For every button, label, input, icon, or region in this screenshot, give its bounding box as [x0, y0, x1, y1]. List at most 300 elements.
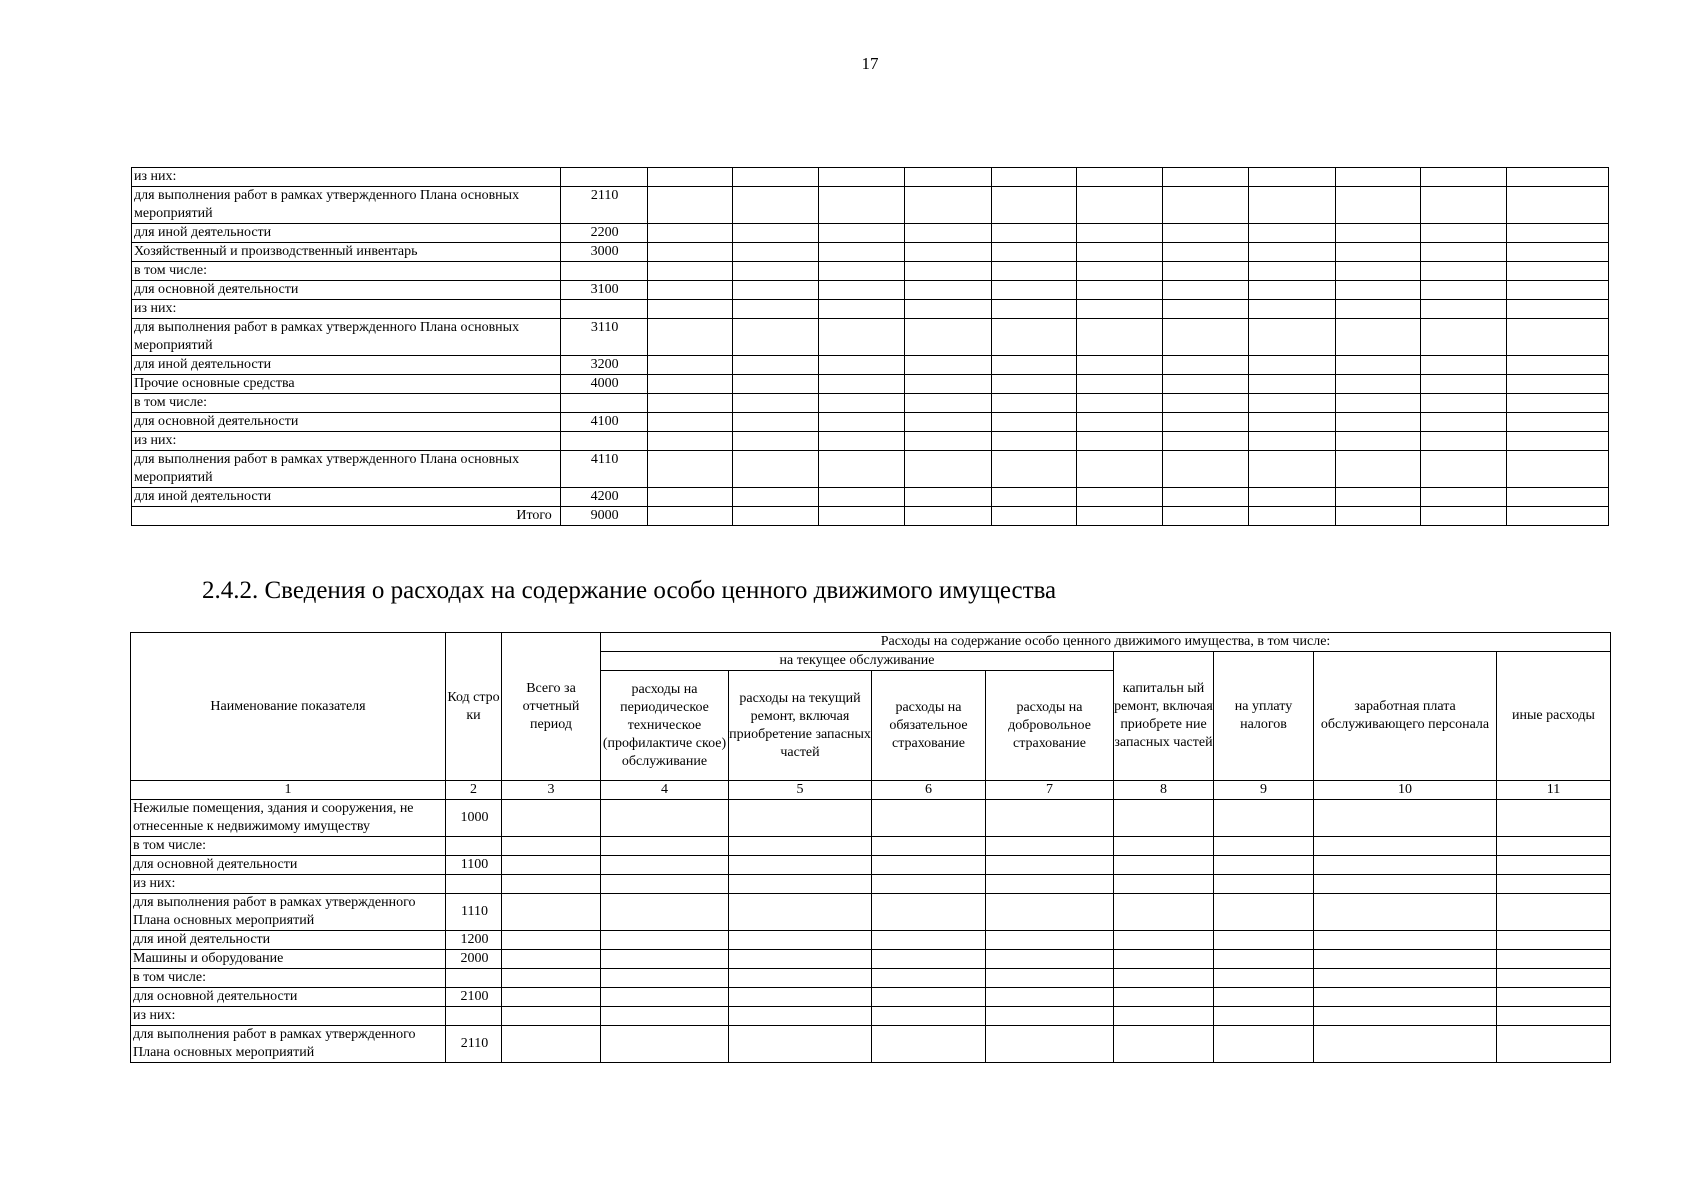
table-row — [131, 837, 1611, 856]
data-cell — [991, 281, 1077, 300]
row-code — [446, 1007, 502, 1026]
data-cell — [819, 300, 905, 319]
data-cell — [733, 451, 819, 488]
data-cell — [904, 187, 991, 224]
data-cell — [1077, 243, 1163, 262]
row-label: из них: — [132, 300, 561, 319]
row-code — [560, 394, 647, 413]
table-row — [131, 1026, 1611, 1063]
data-cell — [1077, 413, 1163, 432]
data-cell — [1421, 356, 1507, 375]
data-cell — [1507, 187, 1609, 224]
data-cell — [502, 800, 601, 837]
data-cell — [1214, 894, 1314, 931]
data-cell — [1114, 875, 1214, 894]
header-c10: заработная плата обслуживающего персонала — [1314, 652, 1497, 781]
data-cell — [872, 1007, 986, 1026]
row-code: 2200 — [560, 224, 647, 243]
row-code: 1200 — [446, 931, 502, 950]
data-cell — [819, 243, 905, 262]
table-row — [131, 800, 1611, 837]
data-cell — [1163, 262, 1249, 281]
table-row — [131, 1007, 1611, 1026]
data-cell — [819, 224, 905, 243]
header-current: на текущее обслуживание — [601, 652, 1114, 671]
data-cell — [647, 507, 733, 526]
data-cell — [647, 168, 733, 187]
data-cell — [986, 931, 1114, 950]
data-cell — [1163, 432, 1249, 451]
data-cell — [1163, 375, 1249, 394]
data-cell — [1497, 856, 1611, 875]
data-cell — [647, 262, 733, 281]
data-cell — [1421, 168, 1507, 187]
data-cell — [872, 1026, 986, 1063]
row-label: для иной деятельности — [131, 931, 446, 950]
data-cell — [872, 988, 986, 1007]
data-cell — [986, 1026, 1114, 1063]
data-cell — [1248, 319, 1335, 356]
page-number: 17 — [861, 54, 879, 73]
data-cell — [991, 224, 1077, 243]
data-cell — [904, 507, 991, 526]
data-cell — [904, 413, 991, 432]
data-cell — [1507, 262, 1609, 281]
data-cell — [1314, 1026, 1497, 1063]
row-code: 3200 — [560, 356, 647, 375]
data-cell — [872, 950, 986, 969]
table-row — [132, 187, 1609, 224]
row-label: для иной деятельности — [132, 224, 561, 243]
data-cell — [1163, 507, 1249, 526]
row-label: из них: — [132, 432, 561, 451]
row-code — [560, 168, 647, 187]
data-cell — [991, 187, 1077, 224]
data-cell — [1077, 375, 1163, 394]
data-cell — [1497, 950, 1611, 969]
row-code: 1110 — [446, 894, 502, 931]
data-cell — [1421, 488, 1507, 507]
data-cell — [1507, 451, 1609, 488]
data-cell — [1248, 281, 1335, 300]
data-cell — [647, 281, 733, 300]
data-cell — [1335, 300, 1421, 319]
data-cell — [872, 931, 986, 950]
header-total: Всего за отчетный период — [502, 633, 601, 781]
data-cell — [1507, 375, 1609, 394]
data-cell — [1421, 394, 1507, 413]
data-cell — [904, 262, 991, 281]
data-cell — [991, 168, 1077, 187]
data-cell — [1214, 1026, 1314, 1063]
table-row — [131, 856, 1611, 875]
data-cell — [1248, 168, 1335, 187]
column-number: 1 — [131, 781, 446, 800]
data-cell — [1163, 187, 1249, 224]
header-name: Наименование показателя — [131, 633, 446, 781]
data-cell — [729, 800, 872, 837]
data-cell — [819, 432, 905, 451]
row-code: 3110 — [560, 319, 647, 356]
row-code: 1000 — [446, 800, 502, 837]
data-cell — [733, 300, 819, 319]
data-cell — [647, 187, 733, 224]
table-row — [132, 413, 1609, 432]
data-cell — [1507, 243, 1609, 262]
data-cell — [1114, 800, 1214, 837]
data-cell — [1507, 413, 1609, 432]
data-cell — [647, 451, 733, 488]
data-cell — [502, 931, 601, 950]
data-cell — [1163, 300, 1249, 319]
data-cell — [601, 988, 729, 1007]
row-code: 4200 — [560, 488, 647, 507]
data-cell — [1214, 875, 1314, 894]
data-cell — [819, 413, 905, 432]
column-number: 7 — [986, 781, 1114, 800]
data-cell — [1114, 894, 1214, 931]
data-cell — [733, 413, 819, 432]
data-cell — [502, 837, 601, 856]
data-cell — [904, 356, 991, 375]
column-number: 4 — [601, 781, 729, 800]
data-cell — [1214, 931, 1314, 950]
table-row — [131, 894, 1611, 931]
data-cell — [1507, 356, 1609, 375]
data-cell — [872, 875, 986, 894]
data-cell — [1421, 451, 1507, 488]
data-cell — [1335, 262, 1421, 281]
data-cell — [986, 856, 1114, 875]
row-code — [446, 837, 502, 856]
row-code — [560, 300, 647, 319]
table-row — [131, 988, 1611, 1007]
data-cell — [904, 394, 991, 413]
data-cell — [1248, 451, 1335, 488]
data-cell — [1077, 262, 1163, 281]
data-cell — [1314, 1007, 1497, 1026]
total-label: Итого — [132, 507, 561, 526]
column-number: 8 — [1114, 781, 1214, 800]
data-cell — [904, 243, 991, 262]
header-c7: расходы на добровольное страхование — [986, 671, 1114, 781]
data-cell — [1077, 300, 1163, 319]
table-row — [132, 488, 1609, 507]
data-cell — [991, 507, 1077, 526]
data-cell — [729, 988, 872, 1007]
data-cell — [819, 319, 905, 356]
row-code: 4100 — [560, 413, 647, 432]
data-cell — [1335, 356, 1421, 375]
row-code: 3000 — [560, 243, 647, 262]
data-cell — [1077, 451, 1163, 488]
data-cell — [904, 168, 991, 187]
data-cell — [1497, 931, 1611, 950]
column-number: 6 — [872, 781, 986, 800]
table-row — [131, 931, 1611, 950]
data-cell — [729, 875, 872, 894]
row-label: для основной деятельности — [132, 413, 561, 432]
data-cell — [729, 1026, 872, 1063]
data-cell — [1214, 988, 1314, 1007]
data-cell — [601, 969, 729, 988]
row-label: для основной деятельности — [132, 281, 561, 300]
table-row — [132, 394, 1609, 413]
column-number: 3 — [502, 781, 601, 800]
data-cell — [986, 837, 1114, 856]
data-cell — [1335, 451, 1421, 488]
data-cell — [729, 894, 872, 931]
data-cell — [991, 432, 1077, 451]
data-cell — [502, 988, 601, 1007]
data-cell — [729, 1007, 872, 1026]
data-cell — [1335, 243, 1421, 262]
table-row — [132, 281, 1609, 300]
data-cell — [733, 281, 819, 300]
header-c6: расходы на обязательное страхование — [872, 671, 986, 781]
row-label: из них: — [131, 1007, 446, 1026]
data-cell — [647, 243, 733, 262]
table-row — [132, 262, 1609, 281]
row-label: для иной деятельности — [132, 356, 561, 375]
data-cell — [601, 1026, 729, 1063]
table-row — [132, 432, 1609, 451]
data-cell — [991, 356, 1077, 375]
row-code: 1100 — [446, 856, 502, 875]
row-label: для выполнения работ в рамках утвержденного Плана основных мероприятий — [132, 319, 561, 356]
data-cell — [647, 488, 733, 507]
data-cell — [1421, 243, 1507, 262]
data-cell — [1497, 894, 1611, 931]
data-cell — [647, 413, 733, 432]
data-cell — [904, 451, 991, 488]
data-cell — [1421, 187, 1507, 224]
data-cell — [1163, 168, 1249, 187]
data-cell — [1214, 800, 1314, 837]
data-cell — [1335, 281, 1421, 300]
data-cell — [986, 875, 1114, 894]
row-label: в том числе: — [132, 262, 561, 281]
data-cell — [601, 950, 729, 969]
data-cell — [991, 394, 1077, 413]
column-number: 11 — [1497, 781, 1611, 800]
data-cell — [1314, 856, 1497, 875]
header-code: Код стро ки — [446, 633, 502, 781]
data-cell — [1507, 224, 1609, 243]
data-cell — [1077, 319, 1163, 356]
data-cell — [1163, 451, 1249, 488]
data-cell — [647, 319, 733, 356]
data-cell — [729, 856, 872, 875]
data-cell — [1314, 875, 1497, 894]
data-cell — [904, 224, 991, 243]
data-cell — [872, 969, 986, 988]
data-cell — [1335, 488, 1421, 507]
table-row — [132, 319, 1609, 356]
data-cell — [502, 969, 601, 988]
data-cell — [1114, 969, 1214, 988]
row-label: в том числе: — [132, 394, 561, 413]
data-cell — [986, 894, 1114, 931]
data-cell — [1077, 394, 1163, 413]
data-cell — [1497, 969, 1611, 988]
data-cell — [601, 837, 729, 856]
data-cell — [601, 1007, 729, 1026]
row-code: 4110 — [560, 451, 647, 488]
data-cell — [1077, 488, 1163, 507]
header-c4: расходы на периодическое техническое (профилактиче ское) обслуживание — [601, 671, 729, 781]
row-label: в том числе: — [131, 837, 446, 856]
data-cell — [991, 488, 1077, 507]
data-cell — [729, 969, 872, 988]
data-cell — [1163, 224, 1249, 243]
row-code: 3100 — [560, 281, 647, 300]
data-cell — [502, 1026, 601, 1063]
row-label: Хозяйственный и производственный инвентарь — [132, 243, 561, 262]
data-cell — [1335, 224, 1421, 243]
data-cell — [647, 432, 733, 451]
data-cell — [1077, 356, 1163, 375]
data-cell — [601, 800, 729, 837]
column-number: 5 — [729, 781, 872, 800]
data-cell — [872, 856, 986, 875]
row-code: 2100 — [446, 988, 502, 1007]
data-cell — [1163, 319, 1249, 356]
column-number: 2 — [446, 781, 502, 800]
data-cell — [904, 281, 991, 300]
row-label: для выполнения работ в рамках утвержденного Плана основных мероприятий — [132, 451, 561, 488]
data-cell — [991, 319, 1077, 356]
data-cell — [1497, 800, 1611, 837]
data-cell — [1507, 319, 1609, 356]
data-cell — [733, 319, 819, 356]
table-row — [132, 243, 1609, 262]
row-label: для выполнения работ в рамках утвержденного Плана основных мероприятий — [132, 187, 561, 224]
data-cell — [1163, 488, 1249, 507]
column-number: 10 — [1314, 781, 1497, 800]
row-code — [446, 969, 502, 988]
table-row — [132, 375, 1609, 394]
data-cell — [1248, 224, 1335, 243]
data-cell — [601, 875, 729, 894]
data-cell — [1248, 507, 1335, 526]
data-cell — [647, 224, 733, 243]
data-cell — [904, 319, 991, 356]
row-code: 2110 — [560, 187, 647, 224]
row-code: 4000 — [560, 375, 647, 394]
data-cell — [1507, 394, 1609, 413]
table-row — [132, 451, 1609, 488]
data-cell — [733, 507, 819, 526]
data-cell — [1248, 356, 1335, 375]
header-c11: иные расходы — [1497, 652, 1611, 781]
data-cell — [733, 488, 819, 507]
data-cell — [1114, 950, 1214, 969]
row-label: в том числе: — [131, 969, 446, 988]
header-group: Расходы на содержание особо ценного движимого имущества, в том числе: — [601, 633, 1611, 652]
data-cell — [1421, 281, 1507, 300]
data-cell — [502, 894, 601, 931]
data-cell — [1314, 931, 1497, 950]
data-cell — [1114, 931, 1214, 950]
bottom-table — [130, 632, 1611, 1063]
data-cell — [819, 451, 905, 488]
header-c5: расходы на текущий ремонт, включая приобретение запасных частей — [729, 671, 872, 781]
data-cell — [502, 856, 601, 875]
data-cell — [729, 931, 872, 950]
data-cell — [1507, 488, 1609, 507]
table-row — [131, 950, 1611, 969]
data-cell — [1163, 243, 1249, 262]
data-cell — [872, 894, 986, 931]
data-cell — [733, 356, 819, 375]
data-cell — [1335, 375, 1421, 394]
data-cell — [1335, 432, 1421, 451]
table-row — [132, 356, 1609, 375]
row-code: 2110 — [446, 1026, 502, 1063]
row-label: Машины и оборудование — [131, 950, 446, 969]
row-code — [446, 875, 502, 894]
data-cell — [1335, 319, 1421, 356]
data-cell — [1314, 800, 1497, 837]
row-label: из них: — [131, 875, 446, 894]
data-cell — [502, 950, 601, 969]
data-cell — [819, 375, 905, 394]
data-cell — [1214, 1007, 1314, 1026]
data-cell — [991, 262, 1077, 281]
total-code: 9000 — [560, 507, 647, 526]
data-cell — [1248, 187, 1335, 224]
data-cell — [1335, 507, 1421, 526]
data-cell — [1335, 394, 1421, 413]
data-cell — [1335, 187, 1421, 224]
data-cell — [1077, 281, 1163, 300]
data-cell — [986, 950, 1114, 969]
data-cell — [1421, 319, 1507, 356]
data-cell — [1163, 413, 1249, 432]
data-cell — [1248, 488, 1335, 507]
data-cell — [1421, 262, 1507, 281]
data-cell — [1077, 224, 1163, 243]
data-cell — [986, 988, 1114, 1007]
data-cell — [1077, 168, 1163, 187]
data-cell — [1163, 356, 1249, 375]
data-cell — [601, 894, 729, 931]
data-cell — [819, 262, 905, 281]
row-label: для основной деятельности — [131, 856, 446, 875]
row-code: 2000 — [446, 950, 502, 969]
table-row — [132, 300, 1609, 319]
data-cell — [1248, 300, 1335, 319]
data-cell — [1421, 413, 1507, 432]
row-label: для выполнения работ в рамках утвержденного Плана основных мероприятий — [131, 1026, 446, 1063]
table-row — [131, 969, 1611, 988]
data-cell — [904, 432, 991, 451]
data-cell — [1314, 950, 1497, 969]
data-cell — [1077, 432, 1163, 451]
data-cell — [1163, 281, 1249, 300]
data-cell — [647, 300, 733, 319]
data-cell — [1314, 969, 1497, 988]
section-title: 2.4.2. Сведения о расходах на содержание особо ценного движимого имущества — [202, 577, 1057, 604]
data-cell — [819, 281, 905, 300]
data-cell — [502, 1007, 601, 1026]
data-cell — [1248, 432, 1335, 451]
data-cell — [1335, 413, 1421, 432]
data-cell — [986, 800, 1114, 837]
data-cell — [819, 507, 905, 526]
table-row — [131, 875, 1611, 894]
